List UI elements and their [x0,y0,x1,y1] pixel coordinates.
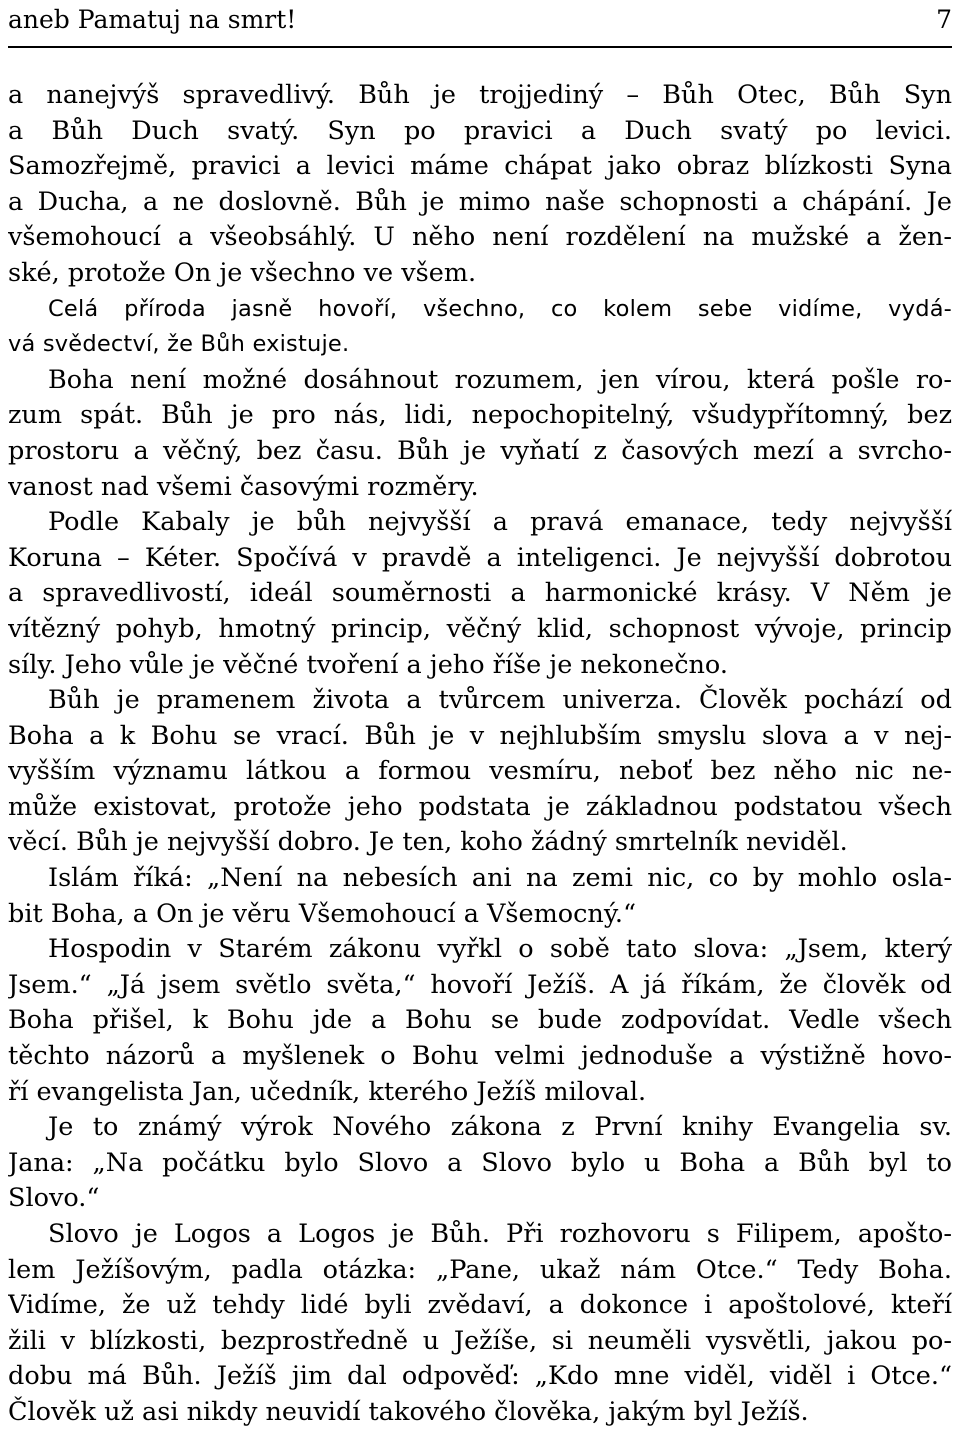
text-line: Islám říká: „Není na nebesích ani na zemi nic, co by mohlo osla- [48,863,952,894]
text-line: Boha není možné dosáhnout rozumem, jen vírou, která pošle ro- [48,364,952,395]
text-line: Samozřejmě, pravici a levici máme chápat jako obraz blízkosti Syna [8,151,952,182]
text-line: všemohoucí a všeobsáhlý. U něho není rozdělení na mužské a žen- [8,222,952,253]
body-text [8,78,952,1431]
text-line: Hospodin v Starém zákonu vyřkl o sobě tato slova: „Jsem, který [48,934,952,965]
text-line: Jsem.“ „Já jsem světlo světa,“ hovoří Ježíš. A já říkám, že člověk od [8,969,952,1000]
book-page [8,0,952,1431]
running-header [8,0,952,48]
text-line: Jana: „Na počátku bylo Slovo a Slovo bylo u Boha a Bůh byl to [8,1147,952,1178]
text-line: dobu má Bůh. Ježíš jim dal odpověď: „Kdo mne viděl, viděl i Otce.“ [8,1361,952,1392]
text-line: prostoru a věčný, bez času. Bůh je vyňatí z časových mezí a svrcho- [8,435,952,466]
text-line: a Ducha, a ne doslovně. Bůh je mimo naše schopnosti a chápání. Je [8,186,952,217]
text-line: vítězný pohyb, hmotný princip, věčný klid, schopnost vývoje, princip [8,613,952,644]
running-title: aneb Pamatuj na smrt! [8,5,297,34]
text-line: věcí. Bůh je nejvyšší dobro. Je ten, koho žádný smrtelník neviděl. [8,827,848,858]
text-line: vyšším významu látkou a formou vesmíru, neboť bez něho nic ne- [8,756,952,787]
text-line: Je to známý výrok Nového zákona z První knihy Evangelia sv. [48,1112,952,1143]
text-line: Koruna – Kéter. Spočívá v pravdě a inteligenci. Je nejvyšší dobrotou [8,542,952,573]
text-line: lem Ježíšovým, padla otázka: „Pane, ukaž nám Otce.“ Tedy Boha. [8,1254,952,1285]
text-line: Celá příroda jasně hovoří, všechno, co kolem sebe vidíme, vydá- [48,295,952,322]
text-line: žili v blízkosti, bezprostředně u Ježíše, si neuměli vysvětli, jakou po- [8,1325,952,1356]
text-line: vanost nad všemi časovými rozměry. [8,471,479,502]
text-line: vá svědectví, že Bůh existuje. [8,331,350,358]
text-line: zum spát. Bůh je pro nás, lidi, nepochopitelný, všudypřítomný, bez [8,400,952,431]
text-line: Podle Kabaly je bůh nejvyšší a pravá emanace, tedy nejvyšší [48,507,952,538]
text-line: Slovo.“ [8,1183,100,1214]
text-line: Vidíme, že už tehdy lidé byli zvědaví, a dokonce i apoštolové, kteří [8,1290,952,1321]
text-line: Člověk už asi nikdy neuvidí takového člověka, jakým byl Ježíš. [8,1396,809,1427]
text-line: a nanejvýš spravedlivý. Bůh je trojjediný – Bůh Otec, Bůh Syn [8,80,952,110]
text-line: a Bůh Duch svatý. Syn po pravici a Duch svatý po levici. [8,115,952,146]
text-line: Boha a k Bohu se vrací. Bůh je v nejhlubším smyslu slova a v nej- [8,720,952,751]
text-line: může existovat, protože jeho podstata je základnou podstatou všech [8,791,952,822]
text-line: Boha přišel, k Bohu jde a Bohu se bude zodpovídat. Vedle všech [8,1005,952,1036]
text-line: Bůh je pramenem života a tvůrcem univerza. Člověk pochází od [48,685,952,716]
text-line: síly. Jeho vůle je věčné tvoření a jeho říše je nekonečno. [8,649,728,680]
text-line: bit Boha, a On je věru Všemohoucí a Všemocný.“ [8,898,636,929]
text-line: ské, protože On je všechno ve všem. [8,257,477,288]
text-line: a spravedlivostí, ideál souměrnosti a harmonické krásy. V Něm je [8,578,952,609]
page-number: 7 [936,5,952,34]
text-line: těchto názorů a myšlenek o Bohu velmi jednoduše a výstižně hovo- [8,1041,952,1072]
text-line: ří evangelista Jan, učedník, kterého Ježíš miloval. [8,1076,647,1107]
text-line: Slovo je Logos a Logos je Bůh. Při rozhovoru s Filipem, apošto- [48,1219,952,1249]
